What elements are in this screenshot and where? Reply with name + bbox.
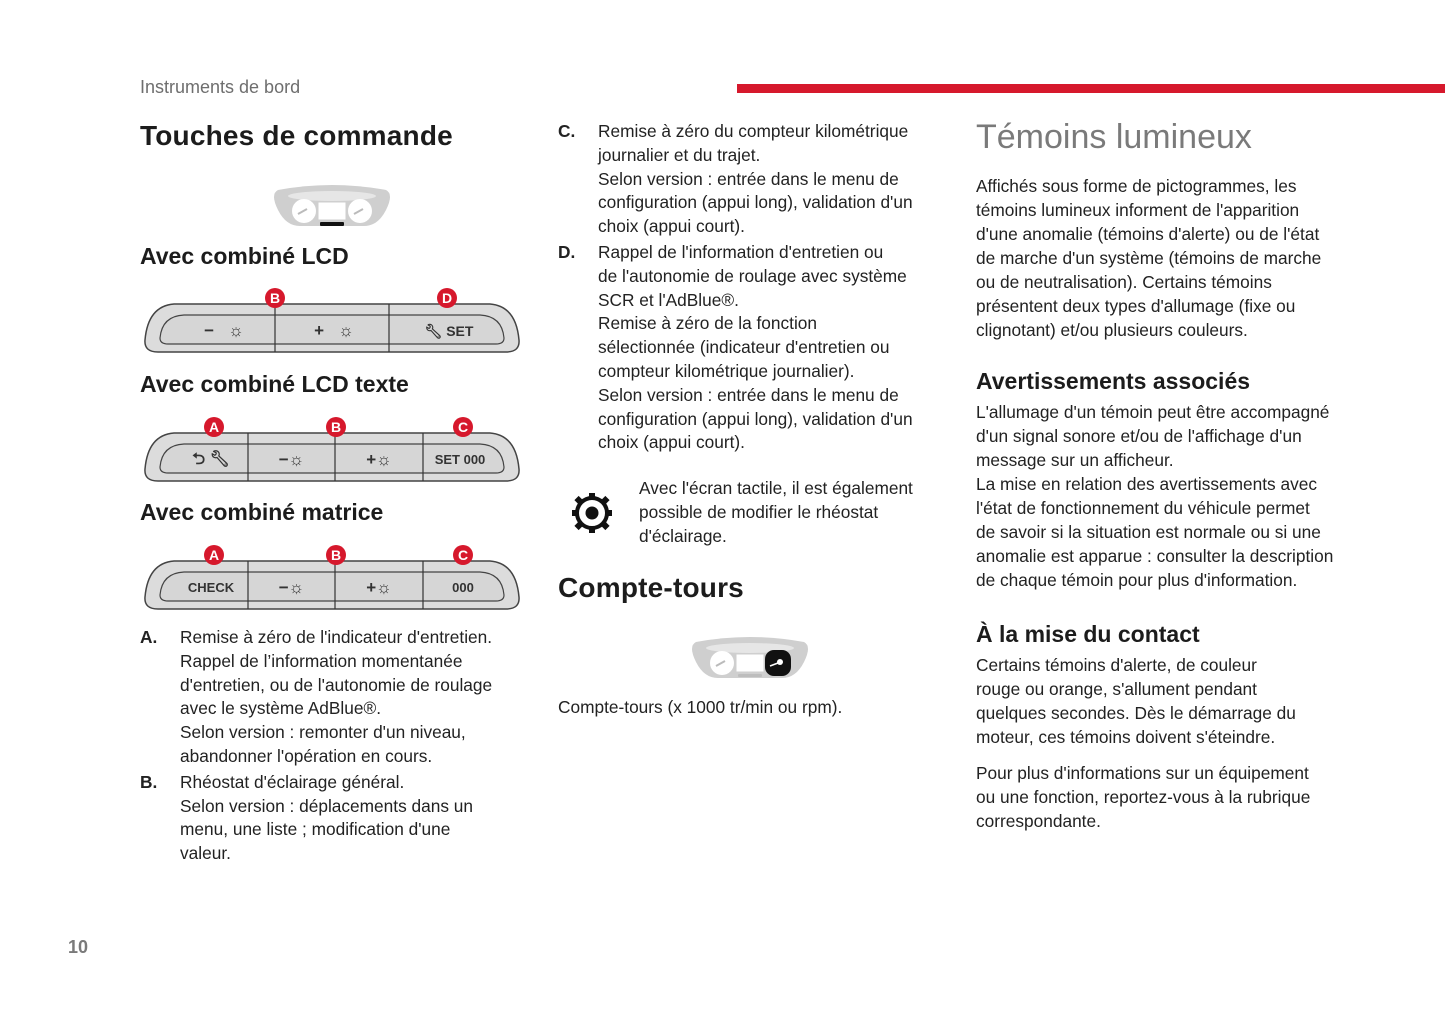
brightness-up-button[interactable]: [335, 580, 423, 596]
button-strip-matrice: [144, 545, 520, 617]
paragraph-line: présentent deux types d'allumage (fixe ou: [976, 296, 1296, 316]
definition-line: Selon version : entrée dans le menu de: [598, 168, 899, 189]
badge-b: B: [326, 417, 346, 437]
more-info-text: [976, 761, 1376, 833]
avertissements-text: [976, 400, 1376, 592]
badge-d: D: [437, 288, 457, 308]
paragraph-line: correspondante.: [976, 811, 1101, 831]
variant-heading-matrice: Avec combiné matrice: [140, 499, 384, 525]
definition-letter: D.: [558, 241, 576, 262]
check-button[interactable]: CHECK: [187, 580, 235, 595]
paragraph-line: anomalie est apparue : consulter la description: [976, 546, 1334, 566]
button-strip-lcd: [144, 288, 520, 360]
definition-line: abandonner l'opération en cours.: [180, 745, 433, 766]
sun-icon: ☼: [376, 450, 392, 469]
definition-line: choix (appui court).: [598, 216, 745, 237]
definition-letter: A.: [140, 627, 158, 647]
paragraph-line: quelques secondes. Dès le démarrage du: [976, 703, 1296, 723]
definition-line: Rappel de l’information momentanée: [180, 650, 463, 671]
definition-line: choix (appui court).: [598, 432, 745, 453]
definition-line: Selon version : entrée dans le menu de: [598, 384, 899, 405]
button-strip-lcd-text: [144, 417, 520, 489]
paragraph-line: d'un signal sonore et/ou de l'affichage d'un: [976, 426, 1302, 446]
section-title-compte-tours: Compte-tours: [558, 572, 744, 603]
trip-reset-button[interactable]: 000: [452, 580, 474, 595]
back-wrench-button[interactable]: [174, 452, 248, 468]
set-button[interactable]: 🔧︎ SET: [424, 323, 474, 339]
cluster-display-pictogram: [272, 184, 392, 228]
brightness-down-button[interactable]: [248, 452, 335, 468]
definitions-list-left: [140, 626, 540, 866]
tachometer-caption: Compte-tours (x 1000 tr/min ou rpm).: [558, 697, 843, 717]
brightness-up-button[interactable]: [284, 323, 384, 339]
definition-line: Remise à zéro du compteur kilométrique: [598, 121, 909, 141]
paragraph-line: de marche d'un système (témoins de marche: [976, 248, 1322, 268]
header-accent-bar: [737, 84, 1445, 93]
definition-line: de l'autonomie de roulage avec système: [598, 265, 907, 286]
subsection-title-mise-du-contact: À la mise du contact: [976, 621, 1200, 647]
paragraph-line: Certains témoins d'alerte, de couleur: [976, 655, 1257, 675]
gear-icon: [571, 492, 613, 534]
definition-letter: C.: [558, 121, 576, 141]
brightness-down-button[interactable]: [248, 580, 335, 596]
paragraph-line: L'allumage d'un témoin peut être accompagné: [976, 402, 1330, 422]
note-line: Avec l'écran tactile, il est également: [639, 478, 913, 498]
definition-a: [140, 626, 540, 769]
definition-d: [558, 241, 958, 455]
definition-line: Rappel de l'information d'entretien ou: [598, 241, 884, 262]
section-title-temoins: Témoins lumineux: [976, 118, 1252, 156]
plus-icon: +: [314, 321, 325, 340]
paragraph-line: Affichés sous forme de pictogrammes, les: [976, 176, 1297, 196]
subsection-title-avertissements: Avertissements associés: [976, 368, 1251, 394]
wrench-icon: 🔧︎: [424, 323, 443, 339]
definition-line: d'entretien, ou de l'autonomie de roulage: [180, 674, 493, 695]
running-head: Instruments de bord: [140, 77, 301, 97]
definition-line: Selon version : remonter d'un niveau,: [180, 722, 466, 743]
badge-c: C: [453, 545, 473, 565]
sun-icon: ☼: [288, 578, 305, 597]
sun-icon: ☼: [376, 578, 392, 597]
badge-c: C: [453, 417, 473, 437]
sun-icon: ☼: [228, 321, 244, 340]
plus-icon: +: [366, 450, 377, 469]
definition-line: avec le système AdBlue®.: [180, 698, 382, 719]
paragraph-line: témoins lumineux informent de l'apparition: [976, 200, 1300, 220]
paragraph-line: ou une fonction, reportez-vous à la rubrique: [976, 787, 1311, 807]
definition-line: configuration (appui long), validation d'un: [598, 192, 913, 213]
plus-icon: +: [366, 578, 377, 597]
section-title-touches: Touches de commande: [140, 120, 453, 151]
paragraph-line: message sur un afficheur.: [976, 450, 1174, 470]
paragraph-line: moteur, ces témoins doivent s'éteindre.: [976, 727, 1276, 747]
sun-icon: ☼: [338, 321, 354, 340]
variant-heading-lcd: Avec combiné LCD: [140, 243, 349, 269]
badge-b: B: [265, 288, 285, 308]
brightness-down-button[interactable]: [174, 323, 274, 339]
definitions-list-middle: [558, 120, 958, 455]
badge-a: A: [204, 417, 224, 437]
cluster-tachometer-pictogram: [690, 636, 810, 680]
paragraph-line: La mise en relation des avertissements avec: [976, 474, 1317, 494]
definition-line: configuration (appui long), validation d'un: [598, 408, 913, 429]
minus-icon: −: [278, 578, 289, 597]
variant-heading-lcd-text: Avec combiné LCD texte: [140, 371, 409, 397]
paragraph-line: de savoir si la situation est normale ou si une: [976, 522, 1321, 542]
paragraph-line: ou de neutralisation). Certains témoins: [976, 272, 1272, 292]
definition-line: valeur.: [180, 843, 231, 864]
minus-icon: −: [204, 321, 215, 340]
definition-line: journalier et du trajet.: [598, 144, 761, 165]
paragraph-line: Pour plus d'informations sur un équipement: [976, 763, 1309, 783]
set-000-button[interactable]: SET 000: [434, 452, 486, 467]
definition-line: Selon version : déplacements dans un: [180, 795, 474, 816]
badge-a: A: [204, 545, 224, 565]
paragraph-line: de chaque témoin pour plus d'information.: [976, 570, 1298, 590]
definition-line: Rhéostat d'éclairage général.: [180, 771, 405, 792]
definition-line: Remise à zéro de la fonction: [598, 313, 818, 334]
temoins-intro: [976, 174, 1376, 342]
mise-du-contact-text: [976, 653, 1376, 749]
definition-c: [558, 120, 958, 239]
definition-line: SCR et l'AdBlue®.: [598, 289, 739, 310]
definition-line: menu, une liste ; modification d'une: [180, 819, 451, 840]
paragraph-line: d'une anomalie (témoins d'alerte) ou de l'état: [976, 224, 1320, 244]
brightness-up-button[interactable]: [335, 452, 423, 468]
minus-icon: −: [278, 450, 289, 469]
definition-letter: B.: [140, 771, 158, 792]
paragraph-line: clignotant) et/ou plusieurs couleurs.: [976, 320, 1248, 340]
definition-line: Remise à zéro de l'indicateur d'entretien.: [180, 627, 493, 647]
definition-line: sélectionnée (indicateur d'entretien ou: [598, 337, 890, 358]
paragraph-line: l'état de fonctionnement du véhicule permet: [976, 498, 1310, 518]
definition-line: compteur kilométrique journalier).: [598, 360, 855, 381]
note-line: d'éclairage.: [639, 526, 727, 546]
badge-b: B: [326, 545, 346, 565]
touchscreen-note: [639, 476, 939, 548]
note-line: possible de modifier le rhéostat: [639, 502, 879, 522]
definition-b: [140, 771, 540, 866]
paragraph-line: rouge ou orange, s'allument pendant: [976, 679, 1257, 699]
sun-icon: ☼: [288, 450, 305, 469]
wrench-icon: 🔧︎: [209, 451, 230, 468]
back-arrow-icon: ⮌: [192, 451, 206, 468]
page-number: 10: [68, 937, 89, 957]
